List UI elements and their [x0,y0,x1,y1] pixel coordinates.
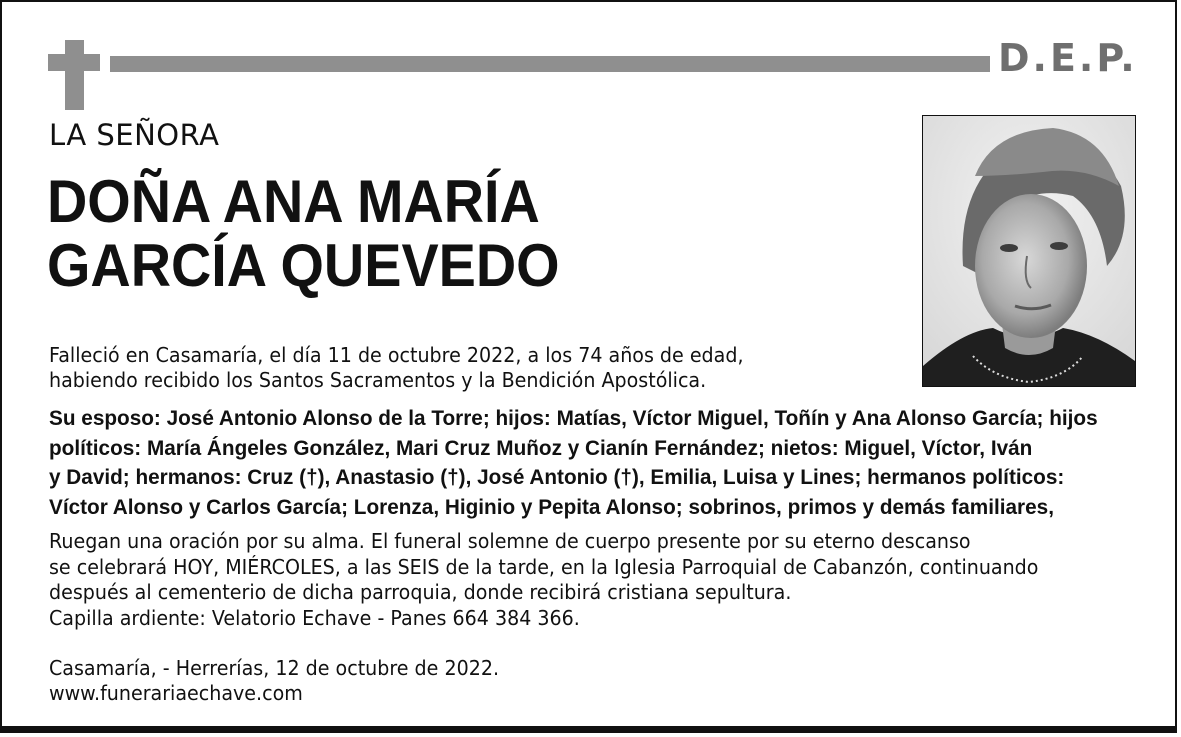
place-date: Casamaría, - Herrerías, 12 de octubre de 2022. [49,656,500,680]
death-line: Falleció en Casamaría, el día 11 de octubre 2022, a los 74 años de edad, [49,343,744,367]
title-overline: LA SEÑORA [49,118,220,152]
website-link[interactable]: www.funerariaechave.com [49,681,303,705]
footer [49,656,1067,706]
deceased-name [47,170,560,298]
death-line: habiendo recibido los Santos Sacramentos y la Bendición Apostólica. [49,368,707,392]
family-paragraph [49,404,1106,522]
dep-label: D.E.P. [998,36,1138,80]
family-line: Su esposo: José Antonio Alonso de la Torre; hijos: Matías, Víctor Miguel, Toñín y Ana Alonso García; hijos [49,406,1098,430]
funeral-line: Ruegan una oración por su alma. El funeral solemne de cuerpo presente por su eterno descanso [49,529,971,553]
funeral-paragraph [49,529,1067,631]
cross-icon [65,40,84,110]
header-rule [110,56,990,72]
funeral-line: Capilla ardiente: Velatorio Echave - Panes 664 384 366. [49,605,580,630]
family-line: políticos: María Ángeles González, Mari Cruz Muñoz y Cianín Fernández; nietos: Miguel, Víctor, Iván [49,435,1033,460]
family-line: Víctor Alonso y Carlos García; Lorenza, Higinio y Pepita Alonso; sobrinos, primos y demás familiares, [49,494,1054,519]
name-line-1: DOÑA ANA MARÍA [47,168,540,235]
funeral-line: se celebrará HOY, MIÉRCOLES, a las SEIS de la tarde, en la Iglesia Parroquial de Cabanzón, continuando [49,554,1039,579]
funeral-line: después al cementerio de dicha parroquia, donde recibirá cristiana sepultura. [49,580,792,604]
family-line: y David; hermanos: Cruz (†), Anastasio (†), José Antonio (†), Emilia, Luisa y Lines; hermanos políticos: [49,465,1065,489]
cross-icon-bar [48,54,100,71]
death-paragraph [49,343,1067,393]
name-line-2: GARCÍA QUEVEDO [47,232,560,299]
